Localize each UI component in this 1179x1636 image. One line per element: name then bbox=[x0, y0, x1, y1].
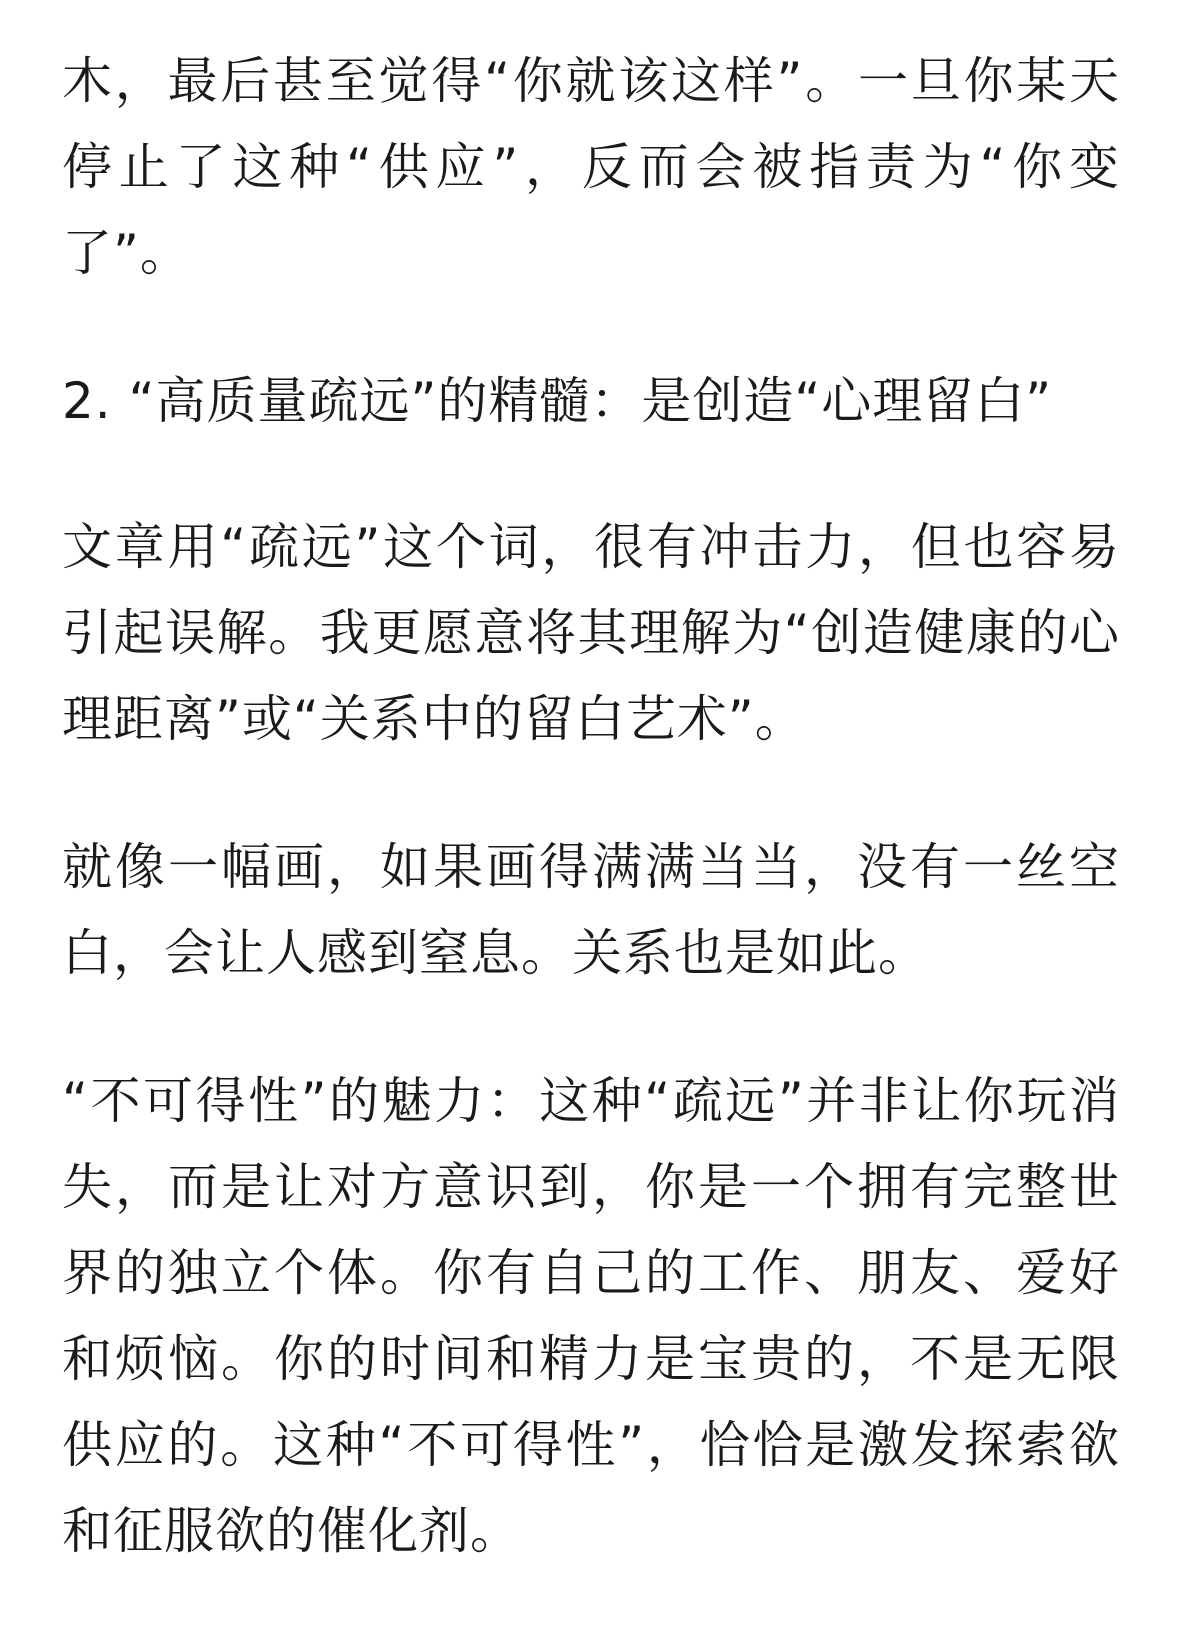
article-paragraph: 木，最后甚至觉得“你就该这样”。一旦你某天停止了这种“供应”，反而会被指责为“你变了”。 bbox=[62, 52, 1120, 282]
article-paragraph: “不可得性”的魅力：这种“疏远”并非让你玩消失，而是让对方意识到，你是一个拥有完整世界的独立个体。你有自己的工作、朋友、爱好和烦恼。你的时间和精力是宝贵的，不是无限供应的。这种“不可得性”，恰恰是激发探索欲和征服欲的催化剂。 bbox=[62, 1072, 1120, 1560]
article-paragraph: 就像一幅画，如果画得满满当当，没有一丝空白，会让人感到窒息。关系也是如此。 bbox=[62, 838, 1120, 982]
article-paragraph: 文章用“疏远”这个词，很有冲击力，但也容易引起误解。我更愿意将其理解为“创造健康的心理距离”或“关系中的留白艺术”。 bbox=[62, 518, 1120, 748]
section-heading: 2. “高质量疏远”的精髓：是创造“心理留白” bbox=[62, 372, 1053, 430]
article-body bbox=[62, 0, 1120, 1636]
